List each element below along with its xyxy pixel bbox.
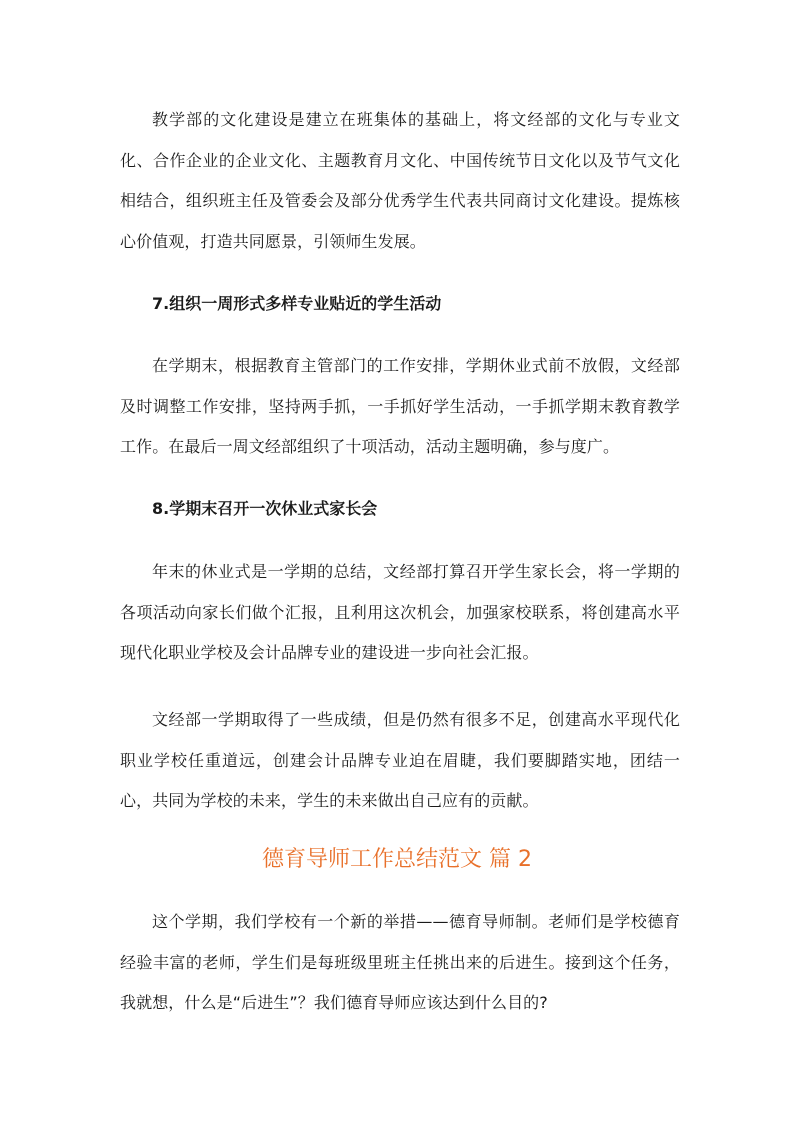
- heading-parent-meeting: 8.学期末召开一次休业式家长会: [152, 499, 378, 518]
- paragraph-culture-building: 教学部的文化建设是建立在班集体的基础上，将文经部的文化与专业文化、合作企业的企业文化、主题教育月文化、中国传统节日文化以及节气文化相结合，组织班主任及管委会及部分优秀学生代表共同商讨文化建设。提炼核心价值观，打造共同愿景，引领师生发展。: [120, 110, 680, 251]
- heading-student-activities: 7.组织一周形式多样专业贴近的学生活动: [152, 294, 442, 313]
- paragraph-parent-meeting: 年末的休业式是一学期的总结，文经部打算召开学生家长会，将一学期的各项活动向家长们做个汇报，且利用这次机会，加强家校联系，将创建高水平现代化职业学校及会计品牌专业的建设进一步向社会汇报。: [120, 562, 680, 662]
- paragraph-activities: 在学期末，根据教育主管部门的工作安排，学期休业式前不放假，文经部及时调整工作安排，坚持两手抓，一手抓好学生活动，一手抓学期末教育教学工作。在最后一周文经部组织了十项活动，活动主题明确，参与度广。: [120, 356, 680, 456]
- section-title: 德育导师工作总结范文 篇 2: [262, 847, 532, 872]
- paragraph-mentor-system: 这个学期，我们学校有一个新的举措——德育导师制。老师们是学校德育经验丰富的老师，学生们是每班级里班主任挑出来的后进生。接到这个任务，我就想，什么是“后进生”？我们德育导师应该达到什么目的?: [120, 912, 680, 1012]
- paragraph-summary: 文经部一学期取得了一些成绩，但是仍然有很多不足，创建高水平现代化职业学校任重道远，创建会计品牌专业迫在眉睫，我们要脚踏实地，团结一心，共同为学校的未来，学生的未来做出自己应有的贡献。: [120, 710, 680, 810]
